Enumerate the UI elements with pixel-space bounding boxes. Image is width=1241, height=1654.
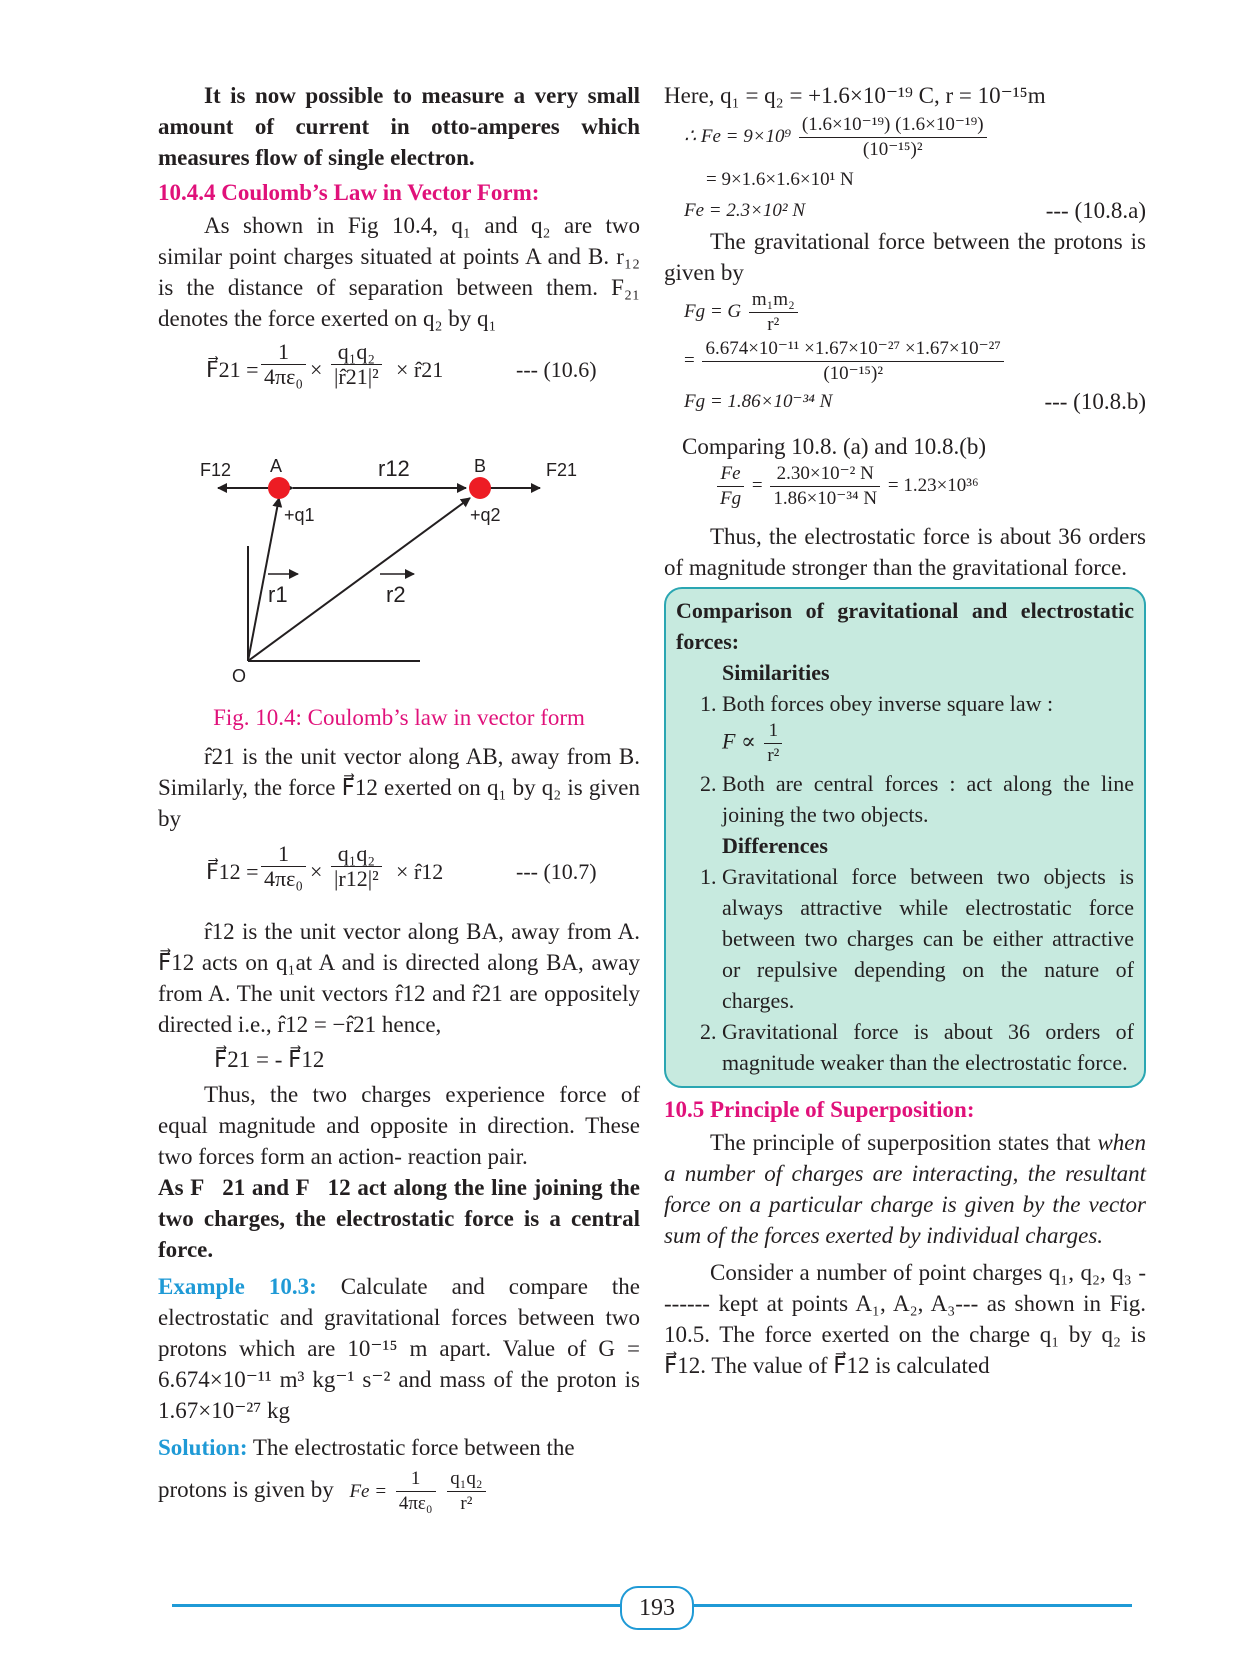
sim-1-lhs: F ∝ <box>722 728 756 754</box>
comparing-line: Comparing 10.8. (a) and 10.8.(b) <box>682 434 987 459</box>
label-q1: +q1 <box>284 505 315 525</box>
figure-10-4 <box>158 406 640 696</box>
eq-107-times: × <box>310 859 323 884</box>
similarity-item-1 <box>722 688 1134 768</box>
eq-106-unit: × r̂21 <box>396 357 444 382</box>
label-o: O <box>232 666 247 686</box>
figure-caption: Fig. 10.4: Coulomb’s law in vector form <box>213 705 585 730</box>
label-f21: F21 <box>546 460 578 480</box>
fg-lhs: Fg = G <box>684 300 742 322</box>
label-r2: r2 <box>386 582 406 607</box>
difference-item-1: 1. Gravitational force between two objects is always attractive while electrostatic force between two charges can be either attractive or repulsive depending on the nature of charges. <box>722 861 1134 1016</box>
section-heading-10-5: 10.5 Principle of Superposition: <box>664 1097 975 1122</box>
fg-num: m₁m₂ <box>749 288 798 313</box>
sim-1-num: 1 <box>764 719 782 744</box>
tag-10-8-a: --- (10.8.a) <box>1045 198 1146 223</box>
eq-107-den: 4πε₀ <box>264 866 304 891</box>
differences-heading: Differences <box>722 833 828 858</box>
coulomb-vector-diagram <box>158 406 638 696</box>
sol-num2: q₁q₂ <box>447 1467 485 1492</box>
eq-106-r: |r̂21|² <box>334 364 379 389</box>
eq-106-times: × <box>310 357 323 382</box>
equation-f21-neg-f12: F⃗21 = - F⃗12 <box>214 1047 325 1072</box>
fe-result: Fe = 2.3×10² N <box>684 200 806 221</box>
similarities-heading: Similarities <box>722 660 830 685</box>
ratio-equation: $\frac{Fe}{Fg}$ = $\frac{\text{2.30×10⁻² N}}{\text{1.86×10⁻³⁴ N}}$ = 1.23×10³⁶ <box>664 462 1146 511</box>
eq-107-tag: --- (10.7) <box>516 859 597 884</box>
ratio-num: Fe <box>717 462 744 487</box>
solution-paragraph <box>158 1432 640 1463</box>
eq-107-r: |r12|² <box>334 866 379 891</box>
fg-numeric <box>664 337 1146 386</box>
eq-107-lhs: F⃗12 = <box>206 859 259 884</box>
solution-label: Solution: <box>158 1435 248 1460</box>
fg-equation <box>664 288 1146 337</box>
charge-b <box>469 477 491 499</box>
equation-10-7 <box>158 840 640 902</box>
label-a: A <box>270 456 283 476</box>
sol-lhs: Fe = <box>349 1480 388 1502</box>
fg-den: r² <box>767 314 780 335</box>
eq-106-den: 4πε₀ <box>264 364 304 389</box>
superposition-lead: The principle of superposition states that <box>710 1130 1098 1155</box>
label-q2: +q2 <box>470 505 501 525</box>
solution-formula-line <box>158 1467 640 1516</box>
right-column <box>664 80 1146 1381</box>
sim-1-den: r² <box>767 745 780 766</box>
left-column <box>158 80 640 1516</box>
ratio-den: Fg <box>720 488 742 509</box>
solution-line2: protons is given by <box>158 1476 334 1502</box>
fg-num2: 6.674×10⁻¹¹ ×1.67×10⁻²⁷ ×1.67×10⁻²⁷ <box>702 337 1003 362</box>
label-f12: F12 <box>200 460 232 480</box>
central-force-paragraph: As F⃗21 and F⃗12 act along the line joining the two charges, the electrostatic force is a central force. <box>158 1175 640 1262</box>
fe-step: = 9×1.6×1.6×10¹ N <box>706 169 854 190</box>
example-text: Calculate and compare the electrostatic and gravitational forces between two protons which are 10⁻¹⁵ m apart. Value of G = 6.674×10⁻¹¹ m³ kg⁻¹ s⁻² and mass of the proton is 1.67×10⁻²⁷ kg <box>158 1274 640 1423</box>
eq-106-tag: --- (10.6) <box>516 357 597 382</box>
sim-1-text: Both forces obey inverse square law : <box>722 691 1054 716</box>
unit-vector-r21-paragraph: r̂21 is the unit vector along AB, away from B. Similarly, the force F⃗12 exerted on q₁ by q₂ is given by <box>158 744 640 831</box>
tag-10-8-b: --- (10.8.b) <box>1044 389 1146 414</box>
label-r12: r12 <box>378 456 410 481</box>
fe-result-line <box>664 195 1146 226</box>
action-reaction-paragraph: Thus, the two charges experience force of equal magnitude and opposite in direction. These two forces form an action- reaction pair. <box>158 1082 640 1169</box>
fg-den2: (10⁻¹⁵)² <box>823 363 884 384</box>
unit-vector-r12-paragraph: r̂12 is the unit vector along BA, away from A. F⃗12 acts on q₁at A and is directed along BA, away from A. The unit vectors r̂12 and r̂21 are oppositely directed i.e., r̂12 = −r̂21 hence, <box>158 919 640 1037</box>
eq-107-num: 1 <box>261 842 306 867</box>
ratio-result: = 1.23×10³⁶ <box>887 474 979 496</box>
fg-result-line <box>664 386 1146 417</box>
fe-den: (10⁻¹⁵)² <box>862 139 923 160</box>
example-label: Example 10.3: <box>158 1274 317 1299</box>
difference-item-2: 2. Gravitational force is about 36 orders of magnitude weaker than the electrostatic force. <box>722 1016 1134 1078</box>
r1-vector <box>248 498 279 661</box>
here-line: Here, q₁ = q₂ = +1.6×10⁻¹⁹ C, r = 10⁻¹⁵m <box>664 83 1046 108</box>
example-10-3 <box>158 1271 640 1426</box>
page-number: 193 <box>620 1586 694 1630</box>
differences-list <box>676 861 1134 1078</box>
sol-den1: 4πε₀ <box>398 1493 433 1514</box>
intro-paragraph: It is now possible to measure a very small amount of current in otto-amperes which measures flow of single electron. <box>158 83 640 170</box>
eq-106-num: 1 <box>261 340 306 365</box>
sol-den2: r² <box>460 1493 473 1514</box>
fe-num: (1.6×10⁻¹⁹) (1.6×10⁻¹⁹) <box>799 113 987 138</box>
label-b: B <box>474 456 487 476</box>
equation-10-6 <box>158 338 640 400</box>
eq-106-qq: q₁q₂ <box>331 340 382 365</box>
similarity-item-2: 2. Both are central forces : act along the line joining the two objects. <box>722 768 1134 830</box>
label-r1: r1 <box>268 582 288 607</box>
ratio-num2: 2.30×10⁻² N <box>770 462 880 487</box>
similarities-list <box>676 688 1134 830</box>
consider-paragraph: Consider a number of point charges q₁, q₂, q₃ ------- kept at points A₁, A₂, A₃--- as shown in Fig. 10.5. The force exerted on the charge q₁ by q₂ is F⃗12. The value of F⃗12 is calculated <box>664 1260 1146 1378</box>
thus-paragraph: Thus, the electrostatic force is about 36 orders of magnitude stronger than the gravitational force. <box>664 524 1146 580</box>
charge-a <box>268 477 290 499</box>
fig-description-paragraph: As shown in Fig 10.4, q₁ and q₂ are two similar point charges situated at points A and B. r₁₂ is the distance of separation between them. F₂₁ denotes the force exerted on q₂ by q₁ <box>158 213 640 331</box>
gravitational-intro: The gravitational force between the protons is given by <box>664 229 1146 285</box>
sol-num1: 1 <box>396 1467 436 1492</box>
ratio-den2: 1.86×10⁻³⁴ N <box>773 488 878 509</box>
r2-vector <box>248 498 470 661</box>
superposition-paragraph <box>664 1127 1146 1251</box>
superposition-italic: when a number of charges are interacting, the resultant force on a particular charge is given by the vector sum of the forces exerted by individual charges. <box>664 1130 1146 1248</box>
fg-result: Fg = 1.86×10⁻³⁴ N <box>684 391 833 412</box>
fg-eq: = <box>684 349 695 371</box>
fe-equation <box>664 113 1146 162</box>
comparison-box <box>664 587 1146 1088</box>
eq-107-unit: × r̂12 <box>396 859 444 884</box>
box-title: Comparison of gravitational and electrostatic forces: <box>676 598 1134 654</box>
eq-106-lhs: F⃗21 = <box>206 357 259 382</box>
solution-text: The electrostatic force between the <box>247 1435 575 1460</box>
fe-lhs: ∴ Fe = 9×10⁹ <box>684 125 792 147</box>
eq-107-qq: q₁q₂ <box>331 842 382 867</box>
section-heading-10-4-4: 10.4.4 Coulomb’s Law in Vector Form: <box>158 180 540 205</box>
